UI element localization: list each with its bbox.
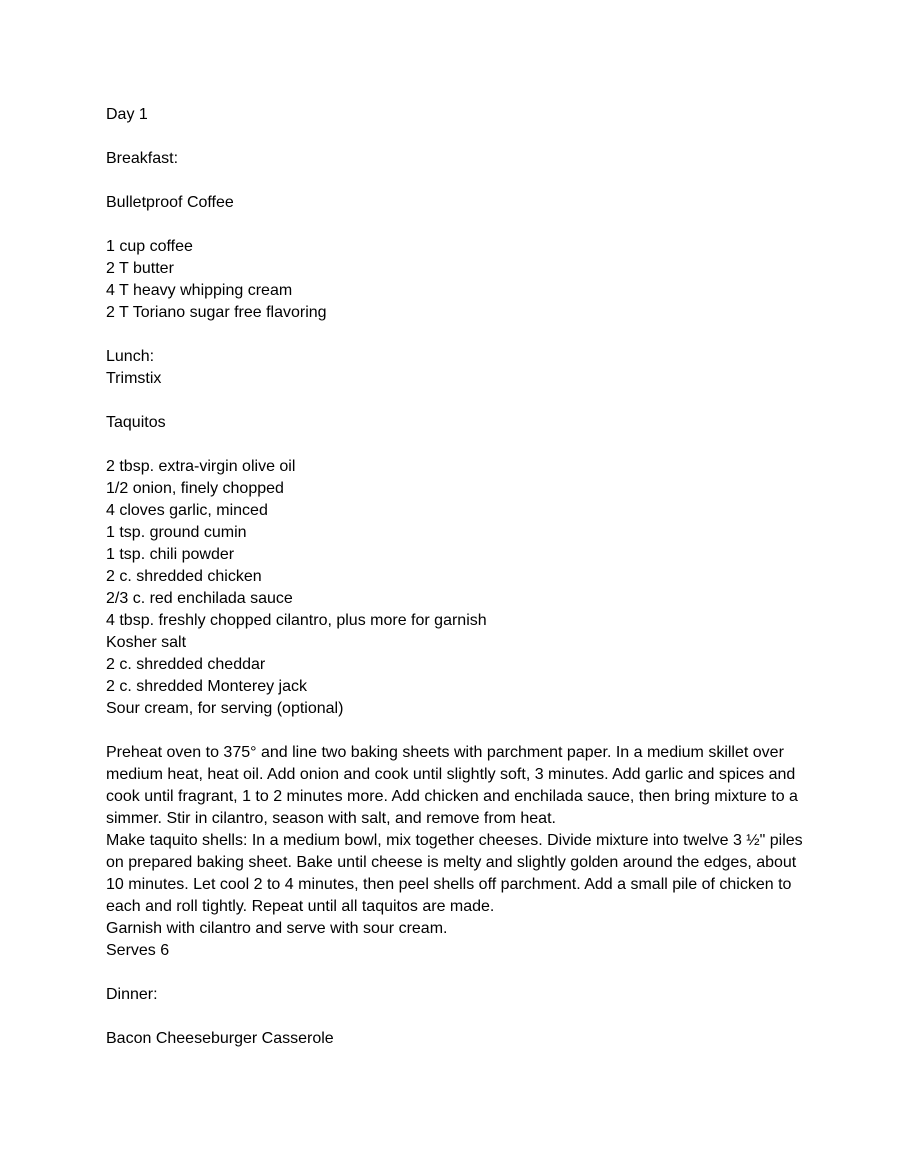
- instruction-paragraph: Make taquito shells: In a medium bowl, mix together cheeses. Divide mixture into twelve 3 ½" piles on prepared baking sheet. Bake until cheese is melty and slightly golden around the edges, about 10 minutes. Let cool 2 to 4 minutes, then peel shells off parchment. Add a small pile of chicken to each and roll tightly. Repeat until all taquitos are made.: [106, 832, 803, 915]
- spacer: [106, 214, 806, 236]
- lunch-heading: Lunch:: [106, 348, 155, 365]
- dinner-heading: Dinner:: [106, 986, 158, 1003]
- ingredient-item: 1 tsp. chili powder: [106, 546, 235, 563]
- serves-note: Serves 6: [106, 942, 170, 959]
- ingredient-item: 2 c. shredded Monterey jack: [106, 678, 307, 695]
- ingredient-item: 4 tbsp. freshly chopped cilantro, plus more for garnish: [106, 612, 487, 629]
- lunch-instructions: [106, 742, 806, 940]
- instruction-paragraph: Preheat oven to 375° and line two baking sheets with parchment paper. In a medium skillet over medium heat, heat oil. Add onion and cook until slightly soft, 3 minutes. Add garlic and spices and cook until fragrant, 1 to 2 minutes more. Add chicken and enchilada sauce, then bring mixture to a simmer. Stir in cilantro, season with salt, and remove from heat.: [106, 744, 798, 827]
- instruction-paragraph: Garnish with cilantro and serve with sour cream.: [106, 920, 448, 937]
- ingredient-item: 2/3 c. red enchilada sauce: [106, 590, 293, 607]
- document-page: [106, 104, 806, 1050]
- spacer: [106, 126, 806, 148]
- ingredient-item: Sour cream, for serving (optional): [106, 700, 344, 717]
- lunch-ingredient-list: [106, 456, 806, 720]
- spacer: [106, 434, 806, 456]
- spacer: [106, 170, 806, 192]
- ingredient-item: 1 cup coffee: [106, 238, 193, 255]
- ingredient-item: 2 tbsp. extra-virgin olive oil: [106, 458, 296, 475]
- ingredient-item: 2 c. shredded cheddar: [106, 656, 266, 673]
- spacer: [106, 390, 806, 412]
- ingredient-item: Kosher salt: [106, 634, 187, 651]
- breakfast-ingredient-list: [106, 236, 806, 324]
- spacer: [106, 720, 806, 742]
- ingredient-item: 2 c. shredded chicken: [106, 568, 262, 585]
- ingredient-item: 1/2 onion, finely chopped: [106, 480, 284, 497]
- spacer: [106, 962, 806, 984]
- breakfast-heading: Breakfast:: [106, 150, 179, 167]
- spacer: [106, 324, 806, 346]
- ingredient-item: 4 T heavy whipping cream: [106, 282, 293, 299]
- breakfast-recipe-title: Bulletproof Coffee: [106, 194, 234, 211]
- ingredient-item: 2 T Toriano sugar free flavoring: [106, 304, 327, 321]
- lunch-item: Trimstix: [106, 370, 162, 387]
- spacer: [106, 1006, 806, 1028]
- day-heading: Day 1: [106, 106, 148, 123]
- dinner-recipe-title: Bacon Cheeseburger Casserole: [106, 1030, 334, 1047]
- lunch-recipe-title: Taquitos: [106, 414, 166, 431]
- ingredient-item: 4 cloves garlic, minced: [106, 502, 268, 519]
- ingredient-item: 1 tsp. ground cumin: [106, 524, 247, 541]
- ingredient-item: 2 T butter: [106, 260, 174, 277]
